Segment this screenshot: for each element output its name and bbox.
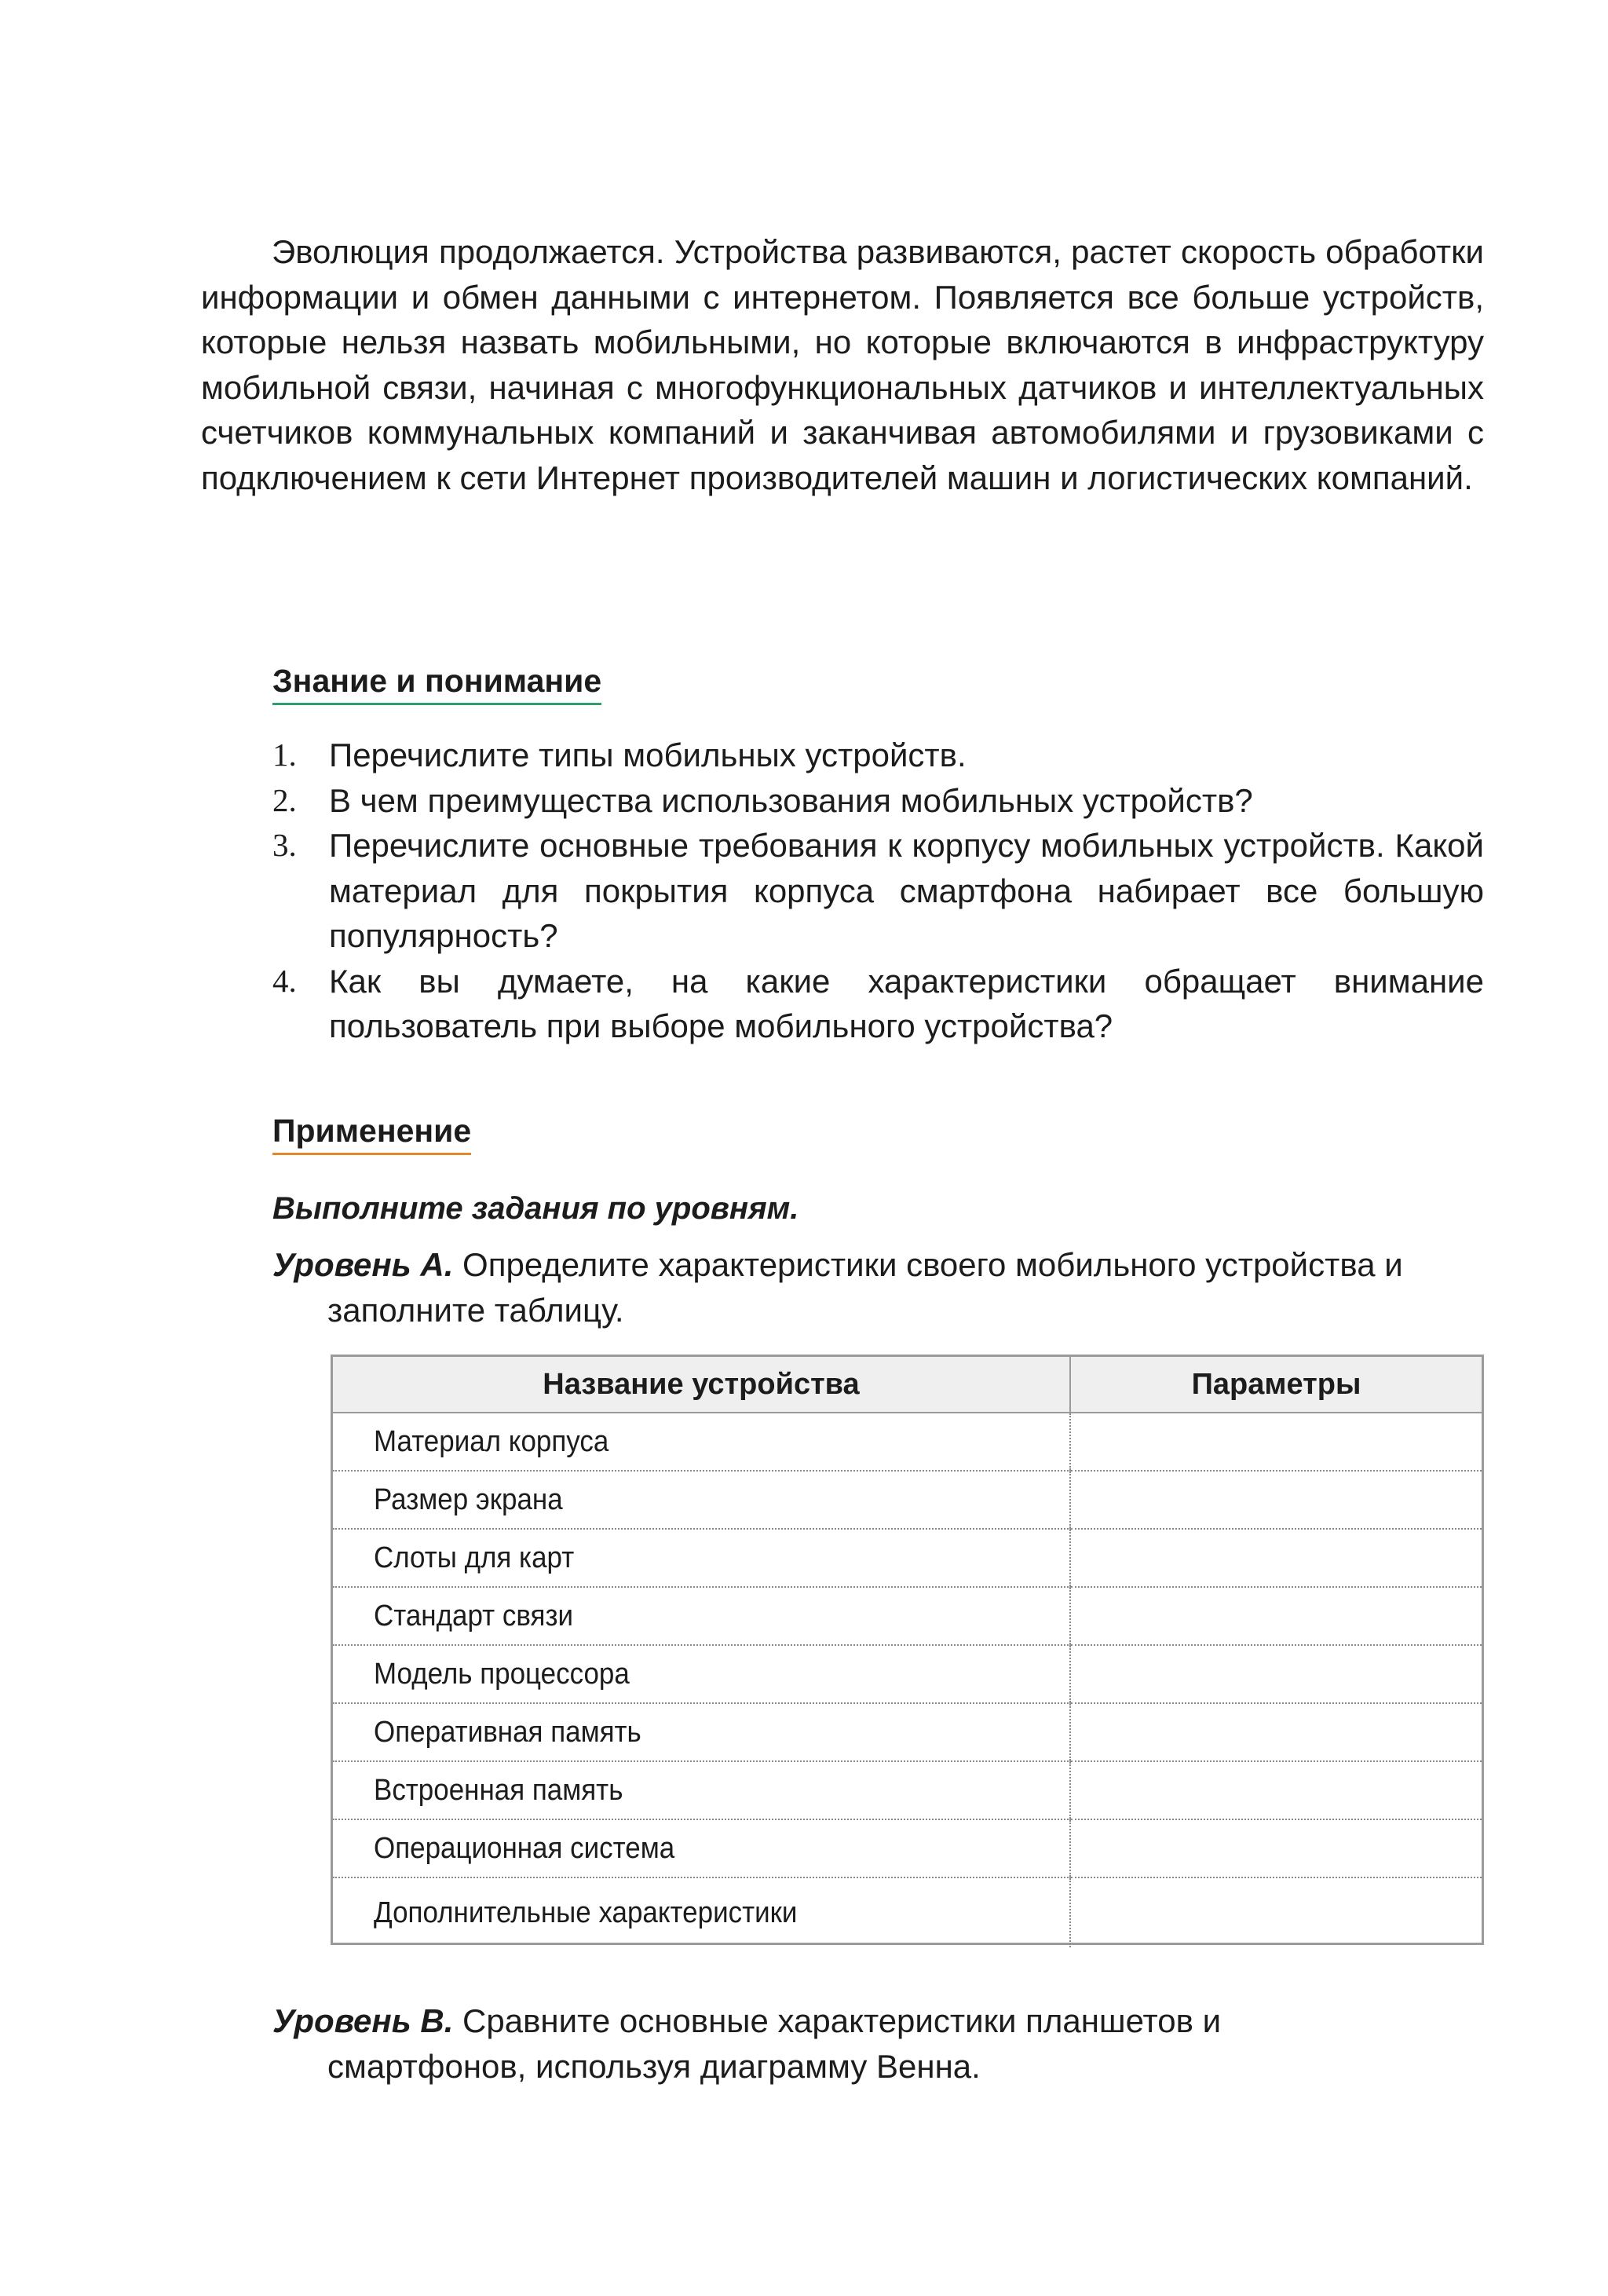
row-label bbox=[333, 1877, 1070, 1947]
intro-text: Эволюция продолжается. Устройства развиваются, растет скорость обработки информации и обмен данными с интернетом. Появляется все больше устройств, которые нельзя назвать мобильными, но которые включаются в инфраструктуру мобильной связи, начиная с многофункциональных датчиков и интеллектуальных счетчиков коммунальных компаний и заканчивая автомобилями и грузовиками с подключением к сети Интернет производителей машин и логистических компаний. bbox=[201, 233, 1484, 496]
row-label-text: Встроенная память bbox=[374, 1773, 623, 1807]
question-number: 3. bbox=[272, 827, 297, 863]
level-b-label: Уровень В. bbox=[272, 2002, 454, 2039]
row-label-text: Дополнительные характеристики bbox=[374, 1896, 798, 1929]
parameter-cell[interactable] bbox=[1070, 1819, 1482, 1877]
level-a-task bbox=[272, 1242, 1497, 1333]
row-label-text: Слоты для карт bbox=[374, 1541, 575, 1574]
task-title: Выполните задания по уровням. bbox=[272, 1191, 799, 1226]
column-header-device-name: Название устройства bbox=[333, 1357, 1070, 1413]
row-label bbox=[333, 1761, 1070, 1819]
table-row bbox=[333, 1529, 1482, 1587]
table-row bbox=[333, 1413, 1482, 1471]
question-number: 4. bbox=[272, 962, 297, 999]
question-item bbox=[272, 959, 1484, 1049]
level-a-text-line2: заполните таблицу. bbox=[327, 1291, 624, 1329]
row-label bbox=[333, 1471, 1070, 1529]
parameter-cell[interactable] bbox=[1070, 1587, 1482, 1645]
table-row bbox=[333, 1587, 1482, 1645]
table-row bbox=[333, 1877, 1482, 1947]
question-text: Перечислите типы мобильных устройств. bbox=[329, 737, 967, 773]
table-row bbox=[333, 1819, 1482, 1877]
row-label bbox=[333, 1703, 1070, 1761]
question-item bbox=[272, 823, 1484, 959]
row-label-text: Операционная система bbox=[374, 1831, 675, 1865]
parameter-cell[interactable] bbox=[1070, 1471, 1482, 1529]
row-label-text: Модель процессора bbox=[374, 1657, 630, 1691]
question-item bbox=[272, 733, 1484, 778]
level-a-text-line1: Определите характеристики своего мобильного устройства и bbox=[462, 1246, 1403, 1283]
level-a-label: Уровень А. bbox=[272, 1246, 454, 1283]
row-label-text: Материал корпуса bbox=[374, 1424, 609, 1458]
table-row bbox=[333, 1645, 1482, 1703]
knowledge-heading: Знание и понимание bbox=[272, 662, 601, 705]
parameter-cell[interactable] bbox=[1070, 1877, 1482, 1947]
parameter-cell[interactable] bbox=[1070, 1413, 1482, 1471]
row-label bbox=[333, 1529, 1070, 1587]
table-header-row bbox=[333, 1357, 1482, 1413]
question-text: Как вы думаете, на какие характеристики обращает внимание пользователь при выборе мобильного устройства? bbox=[329, 962, 1484, 1044]
parameter-cell[interactable] bbox=[1070, 1703, 1482, 1761]
question-number: 2. bbox=[272, 781, 297, 818]
characteristics-table bbox=[331, 1355, 1484, 1945]
level-b-task bbox=[272, 1998, 1497, 2089]
question-number: 1. bbox=[272, 737, 297, 773]
parameter-cell[interactable] bbox=[1070, 1761, 1482, 1819]
level-b-text-line1: Сравните основные характеристики планшетов и bbox=[462, 2002, 1222, 2039]
row-label-text: Стандарт связи bbox=[374, 1599, 574, 1632]
question-item bbox=[272, 778, 1484, 824]
questions-list bbox=[272, 733, 1484, 1049]
question-text: Перечислите основные требования к корпусу мобильных устройств. Какой материал для покрытия корпуса смартфона набирает все большую популярность? bbox=[329, 827, 1484, 954]
table-row bbox=[333, 1471, 1482, 1529]
column-header-parameters: Параметры bbox=[1070, 1357, 1482, 1413]
level-b-text-line2: смартфонов, используя диаграмму Венна. bbox=[327, 2047, 981, 2085]
table-row bbox=[333, 1703, 1482, 1761]
row-label bbox=[333, 1587, 1070, 1645]
row-label-text: Оперативная память bbox=[374, 1715, 641, 1749]
row-label bbox=[333, 1819, 1070, 1877]
question-text: В чем преимущества использования мобильных устройств? bbox=[329, 781, 1253, 819]
intro-paragraph bbox=[201, 229, 1484, 500]
parameter-cell[interactable] bbox=[1070, 1645, 1482, 1703]
row-label-text: Размер экрана bbox=[374, 1483, 563, 1516]
application-heading: Применение bbox=[272, 1112, 471, 1155]
parameter-cell[interactable] bbox=[1070, 1529, 1482, 1587]
row-label bbox=[333, 1645, 1070, 1703]
row-label bbox=[333, 1413, 1070, 1471]
table-row bbox=[333, 1761, 1482, 1819]
